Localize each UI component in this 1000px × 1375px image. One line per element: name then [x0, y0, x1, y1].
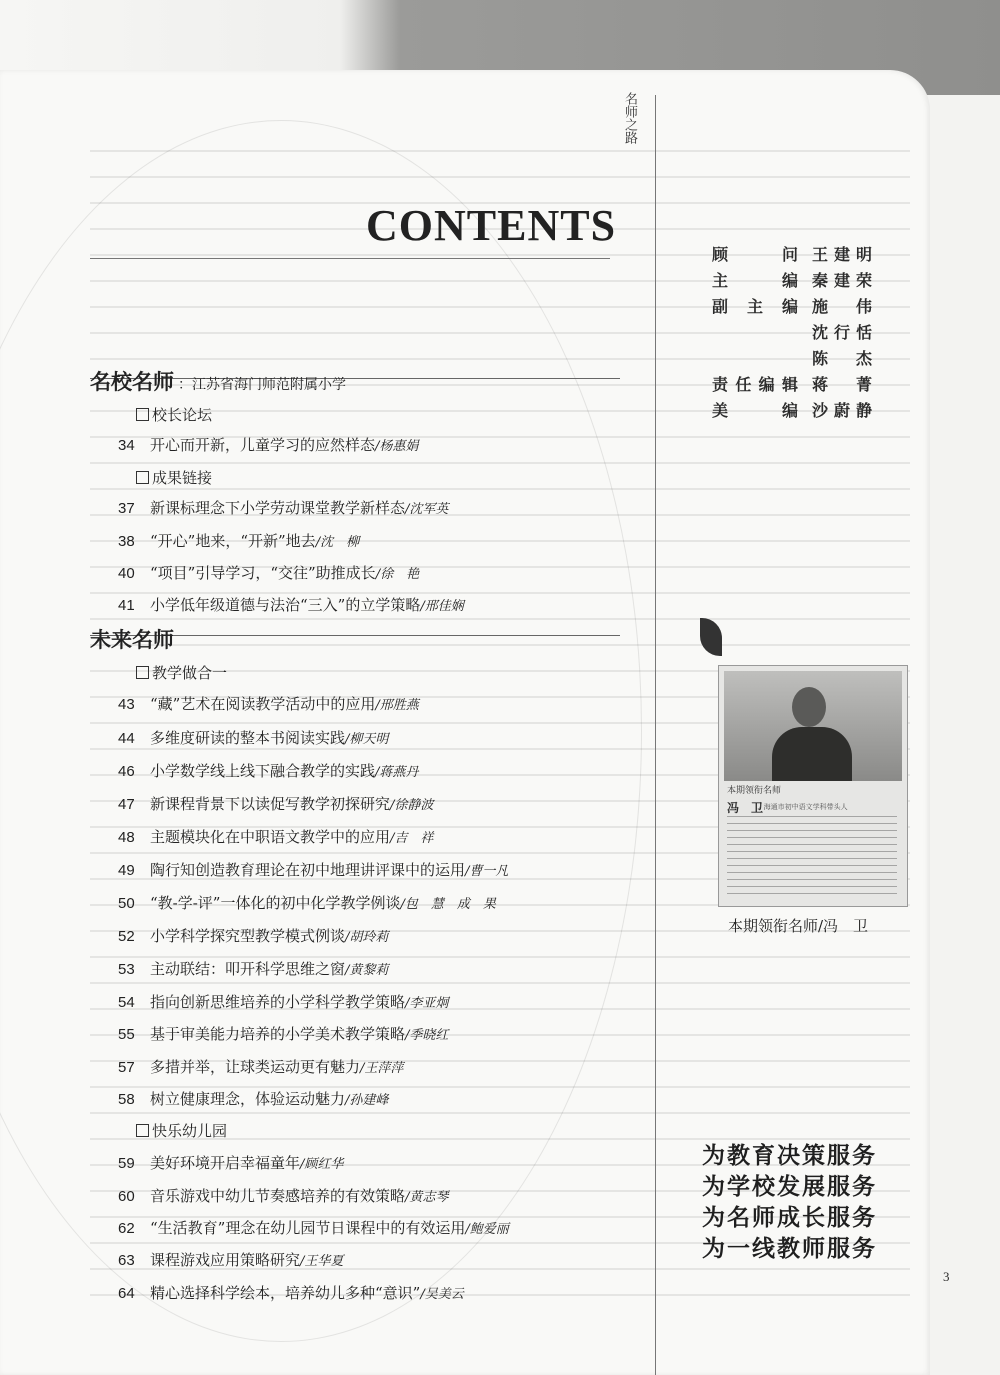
- staff-name: 沈 行 恬: [812, 323, 872, 342]
- entry-author: /孙建峰: [345, 1093, 389, 1108]
- entry-author: /邢胜燕: [375, 698, 419, 713]
- staff-name: 王 建 明: [812, 245, 872, 264]
- page-ref: 34: [118, 437, 135, 454]
- checkbox-square-icon: [136, 1124, 149, 1137]
- page-ref: 46: [118, 763, 135, 780]
- page-ref: 60: [118, 1188, 135, 1205]
- section-title-text: 名校名师: [90, 369, 174, 394]
- column-divider: [655, 95, 656, 1375]
- entry-title: 树立健康理念，体验运动魅力: [150, 1090, 346, 1108]
- toc-entry[interactable]: [118, 1152, 618, 1173]
- entry-author: /黄志琴: [405, 1190, 449, 1205]
- entry-title: 主动联结：叩开科学思维之窗: [150, 960, 346, 978]
- entry-title: 陶行知创造教育理论在初中地理讲评课中的运用: [150, 861, 466, 879]
- motto-line: 为名师成长服务: [702, 1204, 877, 1231]
- staff-name: 蒋 菁: [812, 375, 872, 394]
- entry-title: 小学科学探究型教学模式例谈: [150, 927, 346, 945]
- entry-title: 开心而开新，儿童学习的应然样态: [150, 436, 376, 454]
- entry-author: /包 慧 成 果: [400, 897, 496, 912]
- toc-entry[interactable]: [118, 760, 618, 781]
- entry-title: 小学低年级道德与法治“三入”的立学策略: [150, 596, 421, 614]
- page-ref: 64: [118, 1285, 135, 1302]
- toc-entry[interactable]: [118, 793, 618, 814]
- entry-title: 小学数学线上线下融合教学的实践: [150, 762, 376, 780]
- page-ref: 57: [118, 1059, 135, 1076]
- staff-row: [712, 242, 872, 268]
- checkbox-square-icon: [136, 408, 149, 421]
- page-ref: 38: [118, 533, 135, 550]
- toc-entry[interactable]: [118, 1282, 618, 1303]
- page-ref: 44: [118, 730, 135, 747]
- person-body: [772, 727, 852, 781]
- staff-row: [712, 346, 872, 372]
- teacher-photo: [724, 671, 902, 781]
- toc-entry[interactable]: [118, 859, 618, 880]
- toc-entry[interactable]: [118, 826, 618, 847]
- staff-role: 副 主 编: [712, 297, 798, 316]
- mottos: [702, 1140, 972, 1264]
- column-principal-forum: [136, 404, 212, 425]
- toc-entry[interactable]: [118, 693, 618, 714]
- toc-entry[interactable]: [118, 1056, 618, 1077]
- checkbox-square-icon: [136, 666, 149, 679]
- running-head: 名师之路: [622, 92, 637, 144]
- entry-title: 多措并举，让球类运动更有魅力: [150, 1058, 361, 1076]
- toc-entry[interactable]: [118, 497, 618, 518]
- entry-author: /蒋燕丹: [375, 765, 419, 780]
- checkbox-square-icon: [136, 471, 149, 484]
- entry-title: 新课程背景下以读促写教学初探研究: [150, 795, 391, 813]
- entry-author: /鲍爱丽: [465, 1222, 509, 1237]
- page-ref: 63: [118, 1252, 135, 1269]
- person-head: [792, 687, 826, 727]
- page-ref: 37: [118, 500, 135, 517]
- photo-note: / 海通市初中语文学科带头人: [759, 803, 848, 811]
- masthead-staff: [712, 242, 872, 424]
- page-ref: 55: [118, 1026, 135, 1043]
- entry-author: /季晓红: [405, 1028, 449, 1043]
- entry-author: /曹一凡: [465, 864, 509, 879]
- entry-title: 音乐游戏中幼儿节奏感培养的有效策略: [150, 1187, 406, 1205]
- page-ref: 59: [118, 1155, 135, 1172]
- column-label: 校长论坛: [152, 406, 213, 424]
- page-ref: 41: [118, 597, 135, 614]
- entry-title: “项目”引导学习，“交往”助推成长: [150, 564, 376, 582]
- entry-title: “生活教育”理念在幼儿园节日课程中的有效运用: [150, 1219, 466, 1237]
- entry-author: /吴美云: [420, 1287, 464, 1302]
- column-teach-learn-do: [136, 662, 227, 683]
- entry-author: /王萍萍: [360, 1061, 404, 1076]
- section-title-future-teacher: [90, 624, 174, 654]
- toc-entry[interactable]: [118, 1088, 618, 1109]
- staff-row: [712, 320, 872, 346]
- page-ref: 49: [118, 862, 135, 879]
- entry-author: /沈军英: [405, 502, 449, 517]
- toc-entry[interactable]: [118, 434, 618, 455]
- entry-title: “教-学-评”一体化的初中化学教学例谈: [150, 894, 401, 912]
- entry-author: /胡玲莉: [345, 930, 389, 945]
- page-ref: 47: [118, 796, 135, 813]
- entry-title: “藏”艺术在阅读教学活动中的应用: [150, 695, 376, 713]
- motto-line: 为一线教师服务: [702, 1235, 877, 1262]
- staff-row: [712, 294, 872, 320]
- toc-entry[interactable]: [118, 991, 618, 1012]
- entry-author: /王华夏: [300, 1254, 344, 1269]
- entry-author: /杨惠娟: [375, 439, 419, 454]
- staff-name: 沙 蔚 静: [812, 401, 872, 420]
- staff-role: 主 编: [712, 271, 798, 290]
- entry-author: /李亚炯: [405, 996, 449, 1011]
- entry-author: /邢佳娴: [420, 599, 464, 614]
- page-number: 3: [943, 1269, 950, 1284]
- staff-row: [712, 372, 872, 398]
- entry-author: /沈 柳: [315, 535, 360, 550]
- entry-title: 美好环境开启幸福童年: [150, 1154, 301, 1172]
- photo-tag: 本期领衔名师: [727, 786, 782, 796]
- toc-entry[interactable]: [118, 892, 618, 913]
- entry-title: 基于审美能力培养的小学美术教学策略: [150, 1025, 406, 1043]
- column-label: 教学做合一: [152, 664, 228, 682]
- staff-role: 顾 问: [712, 245, 798, 264]
- photo-caption: 本期领衔名师/冯 卫: [728, 917, 869, 935]
- entry-author: /柳天明: [345, 732, 389, 747]
- toc-entry[interactable]: [118, 727, 618, 748]
- column-achievement-link: [136, 467, 212, 488]
- entry-author: /徐 艳: [375, 567, 420, 582]
- section-title-famous-school: [90, 366, 346, 396]
- toc-entry[interactable]: [118, 1249, 618, 1270]
- contents-title: CONTENTS: [366, 201, 617, 250]
- staff-role: 美 编: [712, 401, 798, 420]
- page-ref: 58: [118, 1091, 135, 1108]
- page-ref: 50: [118, 895, 135, 912]
- page-ref: 52: [118, 928, 135, 945]
- motto-line: 为教育决策服务: [702, 1142, 877, 1169]
- toc-entry[interactable]: [118, 1023, 618, 1044]
- title-rule: [90, 258, 610, 259]
- staff-name: 秦 建 荣: [812, 271, 872, 290]
- toc-entry[interactable]: [118, 530, 618, 551]
- toc-entry[interactable]: [118, 1185, 618, 1206]
- motto-line: 为学校发展服务: [702, 1173, 877, 1200]
- entry-title: “开心”地来，“开新”地去: [150, 532, 316, 550]
- toc-entry[interactable]: [118, 958, 618, 979]
- photo-name: 冯 卫: [727, 801, 764, 815]
- staff-row: [712, 398, 872, 424]
- page-ref: 43: [118, 696, 135, 713]
- entry-author: /徐静波: [390, 798, 434, 813]
- column-label: 成果链接: [152, 469, 213, 487]
- page-ref: 62: [118, 1220, 135, 1237]
- page-ref: 53: [118, 961, 135, 978]
- staff-name: 陈 杰: [812, 349, 872, 368]
- entry-title: 课程游戏应用策略研究: [150, 1251, 301, 1269]
- column-label: 快乐幼儿园: [152, 1122, 228, 1140]
- entry-title: 新课标理念下小学劳动课堂教学新样态: [150, 499, 406, 517]
- entry-author: /吉 祥: [390, 831, 434, 846]
- toc-entry[interactable]: [118, 1217, 618, 1238]
- entry-title: 多维度研读的整本书阅读实践: [150, 729, 346, 747]
- page-ref: 40: [118, 565, 135, 582]
- toc-entry[interactable]: [118, 562, 618, 583]
- section-subtitle: ：江苏省海门师范附属小学: [178, 377, 346, 393]
- section-title-text: 未来名师: [90, 627, 174, 652]
- toc-entry[interactable]: [118, 594, 618, 615]
- entry-title: 精心选择科学绘本，培养幼儿多种“意识”: [150, 1284, 421, 1302]
- page-ref: 54: [118, 994, 135, 1011]
- entry-title: 指向创新思维培养的小学科学教学策略: [150, 993, 406, 1011]
- page-ref: 48: [118, 829, 135, 846]
- entry-title: 主题模块化在中职语文教学中的应用: [150, 828, 391, 846]
- staff-row: [712, 268, 872, 294]
- staff-role: 责 任 编 辑: [712, 375, 798, 394]
- column-happy-kindergarten: [136, 1120, 227, 1141]
- entry-author: /顾红华: [300, 1157, 344, 1172]
- entry-author: /黄黎莉: [345, 963, 389, 978]
- featured-teacher-card: [718, 665, 908, 907]
- photo-body-text: [727, 816, 897, 896]
- staff-name: 施 伟: [812, 297, 872, 316]
- toc-entry[interactable]: [118, 925, 618, 946]
